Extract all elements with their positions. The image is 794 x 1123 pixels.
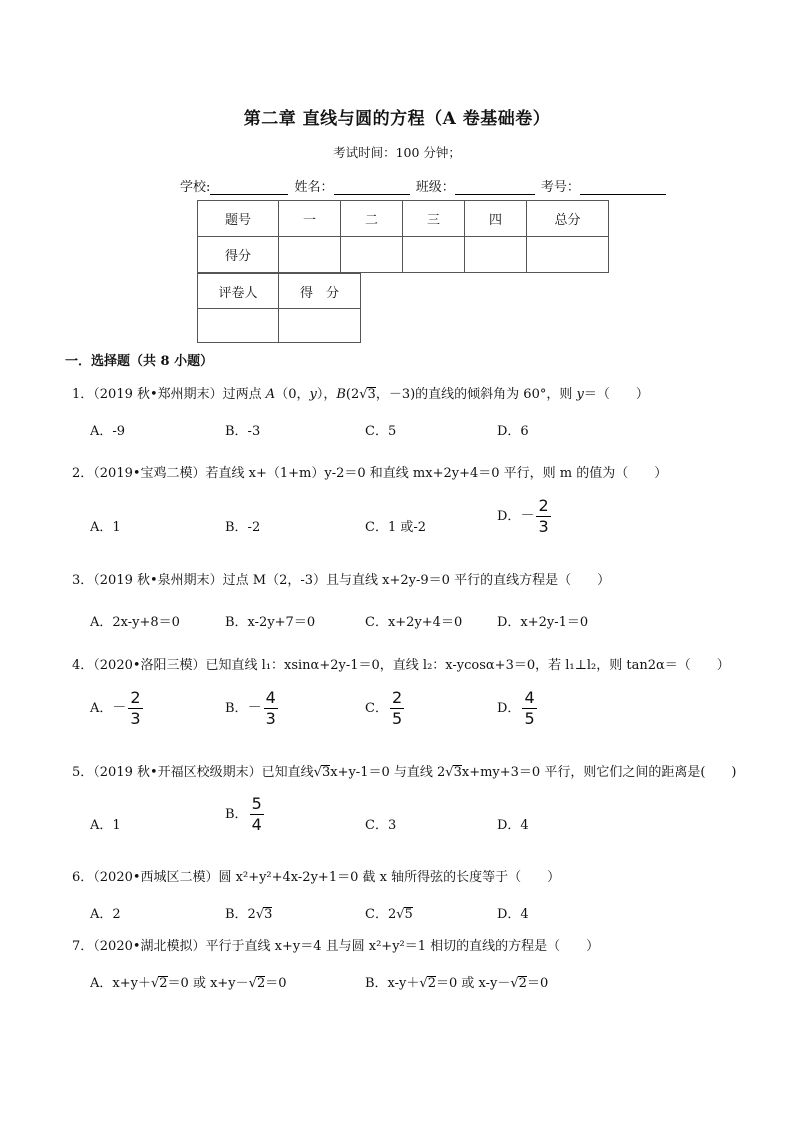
q4-option-b[interactable]: [225, 690, 278, 727]
name-label: 姓名：: [294, 180, 334, 195]
numerator: 2: [538, 496, 549, 515]
q5-option-d[interactable]: D．4: [497, 818, 529, 833]
fraction: [536, 498, 550, 535]
question-1: [72, 383, 649, 402]
grader-cell[interactable]: [198, 309, 279, 343]
score-header-cell: 一: [279, 201, 341, 237]
student-info-line: [180, 176, 668, 195]
numerator: 2: [391, 688, 403, 707]
exam-time: 考试时间：100 分钟；: [333, 145, 461, 160]
q5-text: x+y-1＝0 与直线 2: [330, 765, 446, 780]
option-label: B．: [225, 701, 248, 716]
sqrt-icon: √: [510, 976, 519, 991]
name-field[interactable]: [334, 181, 410, 195]
option-text: ＝0 或 x+y－: [167, 976, 249, 991]
q1-text: （0，: [275, 387, 310, 402]
option-text: A．x+y＋: [90, 976, 151, 991]
radicand: 2: [427, 976, 436, 991]
q1-option-d[interactable]: D．6: [497, 424, 529, 439]
q4-option-c[interactable]: [365, 690, 404, 727]
grader-score-label: 得 分: [279, 274, 361, 309]
option-text: ＝0: [526, 976, 549, 991]
q3-option-a[interactable]: A．2x-y+8＝0: [90, 615, 180, 630]
numerator: 4: [265, 688, 276, 707]
q6-option-c[interactable]: [365, 903, 413, 922]
radicand: 3: [264, 907, 273, 922]
denominator: 4: [251, 815, 262, 834]
fraction: [390, 690, 404, 727]
question-6: 6．（2020•西城区二模）圆 x²+y²+4x-2y+1＝0 截 x 轴所得弦的长度等于（ ）: [72, 870, 561, 885]
denominator: 3: [130, 709, 141, 728]
option-label: D．: [497, 509, 521, 524]
q7-option-b[interactable]: [365, 972, 548, 991]
section-title: 一．选择题（共 8 小题）: [65, 354, 214, 369]
score-header-cell: 总分: [527, 201, 609, 237]
grader-table: [197, 273, 361, 343]
denominator: 3: [538, 517, 549, 536]
option-label: C．: [365, 701, 388, 716]
minus-sign: －: [520, 508, 535, 524]
question-4: 4．（2020•洛阳三模）已知直线 l₁：xsinα+2y-1＝0，直线 l₂：x-ycosα+3＝0，若 l₁⊥l₂，则 tan2α＝（ ）: [72, 658, 730, 673]
grader-score-cell[interactable]: [279, 309, 361, 343]
number-label: 考号：: [540, 180, 580, 195]
numerator: 4: [524, 688, 535, 707]
school-label: 学校:: [180, 180, 211, 195]
q1-option-c[interactable]: C．5: [365, 424, 397, 439]
q1-text: y: [309, 387, 317, 402]
score-cell[interactable]: [465, 237, 527, 273]
score-header-cell: 三: [403, 201, 465, 237]
number-field[interactable]: [580, 181, 666, 195]
q1-text: A: [265, 387, 276, 402]
class-field[interactable]: [455, 181, 535, 195]
score-row-label: 得分: [198, 237, 279, 273]
fraction: [264, 690, 278, 727]
sqrt-icon: √: [313, 765, 322, 780]
q5-radicand: 3: [321, 765, 331, 780]
q1-radicand: 3: [367, 387, 376, 402]
q1-option-b[interactable]: B．-3: [225, 424, 261, 439]
question-3: 3．（2019 秋•泉州期末）过点 M（2，-3）且与直线 x+2y-9＝0 平行的直线方程是（ ）: [72, 573, 611, 588]
minus-sign: －: [247, 700, 262, 716]
school-field[interactable]: [210, 181, 288, 195]
q7-option-a[interactable]: [90, 972, 287, 991]
q1-text: (2: [345, 387, 360, 402]
q1-text: ＝（ ）: [583, 387, 649, 402]
q2-option-a[interactable]: A．1: [90, 520, 121, 535]
question-7: 7．（2020•湖北模拟）平行于直线 x+y＝4 且与圆 x²+y²＝1 相切的直线的方程是（ ）: [72, 939, 600, 954]
fraction: [522, 690, 536, 727]
fraction: [128, 690, 142, 727]
score-cell[interactable]: [279, 237, 341, 273]
q1-text: B: [336, 387, 346, 402]
radicand: 5: [404, 907, 413, 922]
q3-option-b[interactable]: B．x-2y+7＝0: [225, 615, 316, 630]
radicand: 2: [159, 976, 168, 991]
sqrt-icon: √: [359, 387, 368, 402]
q2-option-c[interactable]: C．1 或-2: [365, 520, 427, 535]
denominator: 5: [524, 709, 535, 728]
score-table: [197, 200, 609, 273]
denominator: 3: [265, 709, 276, 728]
option-label: B．: [225, 807, 248, 822]
q5-option-b[interactable]: [225, 796, 264, 833]
q1-text: 1．（2019 秋•郑州期末）过两点: [72, 387, 266, 402]
class-label: 班级：: [415, 180, 455, 195]
sqrt-icon: √: [255, 907, 265, 922]
q6-option-d[interactable]: D．4: [497, 907, 529, 922]
q5-text: x+my+3＝0 平行，则它们之间的距离是( ): [461, 765, 737, 780]
numerator: 5: [251, 794, 262, 813]
fraction: [250, 796, 264, 833]
numerator: 2: [130, 688, 141, 707]
score-header-cell: 二: [341, 201, 403, 237]
q4-option-d[interactable]: [497, 690, 537, 727]
grader-label: 评卷人: [198, 274, 279, 309]
q5-text: 5．（2019 秋•开福区校级期末）已知直线: [72, 765, 314, 780]
option-label: D．: [497, 701, 521, 716]
score-cell[interactable]: [341, 237, 403, 273]
option-text: B．x-y＋: [365, 976, 420, 991]
question-2: 2．（2019•宝鸡二模）若直线 x+（1+m）y-2＝0 和直线 mx+2y+4＝0 平行，则 m 的值为（ ）: [72, 466, 668, 481]
option-text: ＝0: [265, 976, 287, 991]
q2-option-d[interactable]: [497, 498, 551, 535]
q4-option-a[interactable]: [90, 690, 143, 727]
q1-text: ，－3)的直线的倾斜角为 60°，则: [375, 387, 577, 402]
q3-option-d[interactable]: D．x+2y-1＝0: [497, 615, 589, 630]
q6-option-b[interactable]: [225, 903, 272, 922]
denominator: 5: [391, 709, 403, 728]
score-header-cell: 题号: [198, 201, 279, 237]
option-text: ＝0 或 x-y－: [435, 976, 511, 991]
q6-option-a[interactable]: A．2: [90, 907, 121, 922]
q5-option-c[interactable]: C．3: [365, 818, 397, 833]
q5-option-a[interactable]: A．1: [90, 818, 121, 833]
q1-option-a[interactable]: A．-9: [90, 424, 126, 439]
q5-radicand: 3: [453, 765, 462, 780]
score-cell[interactable]: [403, 237, 465, 273]
question-5: [72, 761, 736, 780]
q1-text: y: [576, 387, 584, 402]
sqrt-icon: √: [445, 765, 454, 780]
radicand: 2: [518, 976, 527, 991]
sqrt-icon: √: [248, 976, 257, 991]
sqrt-icon: √: [419, 976, 428, 991]
option-label: A．: [90, 701, 113, 716]
radicand: 2: [256, 976, 266, 991]
page-title: 第二章 直线与圆的方程（A 卷基础卷）: [243, 109, 551, 129]
q3-option-c[interactable]: C．x+2y+4＝0: [365, 615, 463, 630]
score-cell[interactable]: [527, 237, 609, 273]
q2-option-b[interactable]: B．-2: [225, 520, 261, 535]
option-label: B．2: [225, 907, 256, 922]
sqrt-icon: √: [396, 907, 405, 922]
minus-sign: －: [112, 700, 127, 716]
q1-text: ），: [316, 387, 337, 402]
sqrt-icon: √: [150, 976, 160, 991]
score-header-cell: 四: [465, 201, 527, 237]
option-label: C．2: [365, 907, 397, 922]
